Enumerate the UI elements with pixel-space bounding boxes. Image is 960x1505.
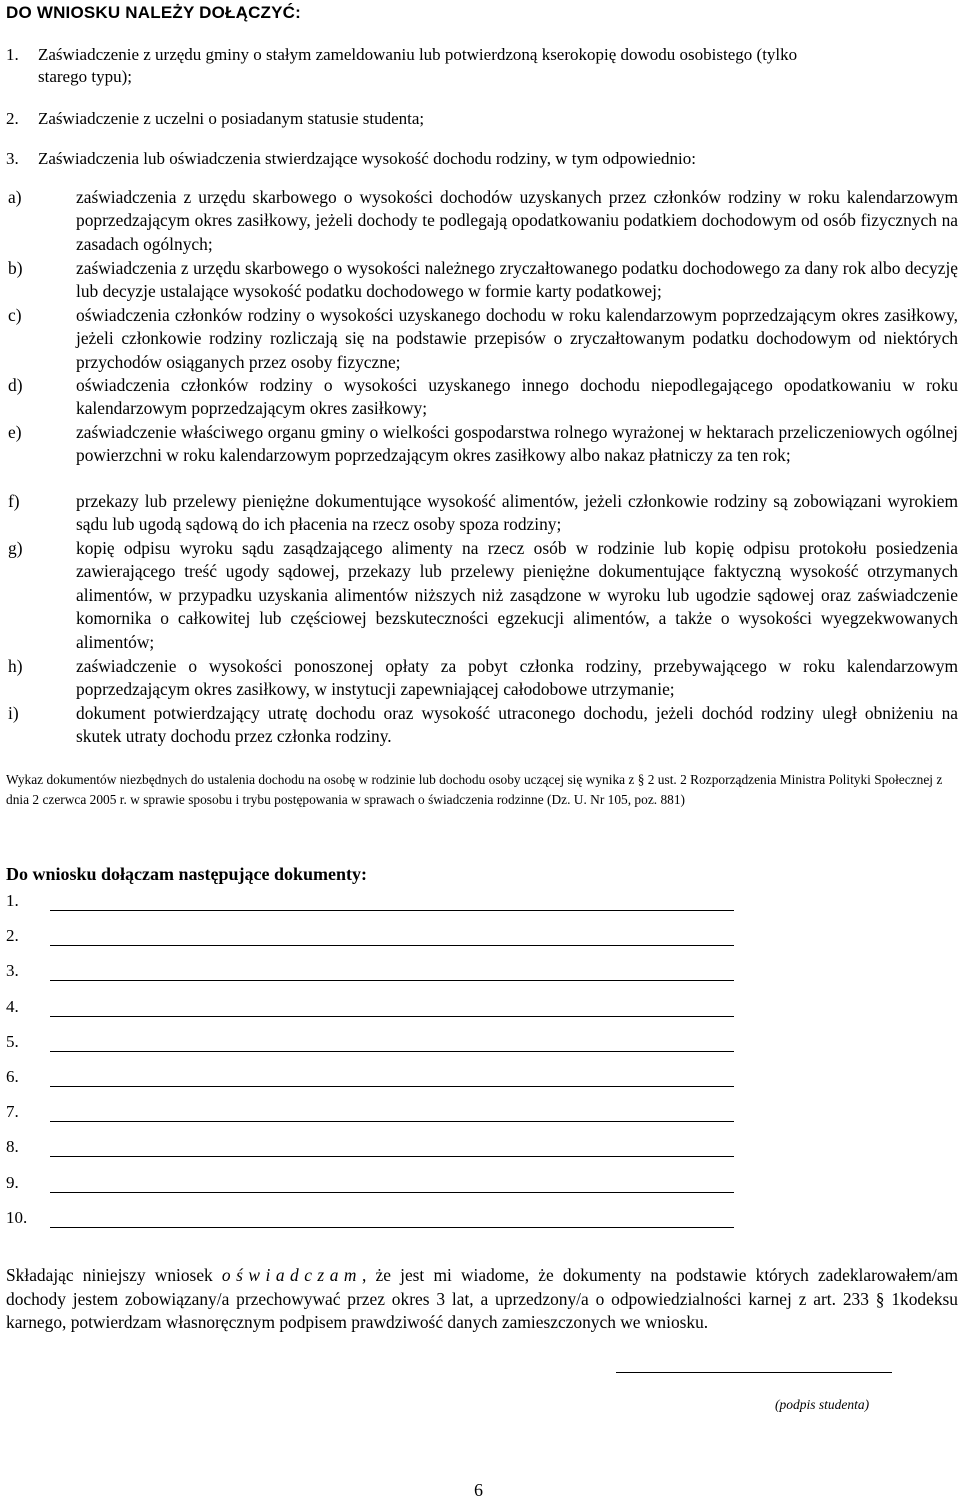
document-entry-row [6, 1207, 746, 1231]
sub-item-d [6, 374, 958, 421]
sub-item-a [6, 186, 958, 256]
item-text: Zaświadczenie z uczelni o posiadanym statusie studenta; [38, 109, 425, 128]
sub-item-text: przekazy lub przelewy pieniężne dokumentujące wysokość alimentów, jeżeli członkowie rodziny są zobowiązani wyrokiem sądu lub ugodą sądową do ich płacenia na rzecz osoby spoza rodziny; [76, 491, 958, 535]
sub-item-text: oświadczenia członków rodziny o wysokości uzyskanego innego dochodu niepodlegającego opodatkowaniu w roku kalendarzowym poprzedzającym okres zasiłkowy; [76, 375, 958, 419]
document-entry-number: 1. [6, 891, 19, 910]
item-text: Zaświadczenie z urzędu gminy o stałym zameldowaniu lub potwierdzoną kserokopię dowodu osobistego (tylko [38, 45, 798, 64]
sub-item-i [6, 702, 958, 749]
document-entry-row [6, 925, 746, 949]
document-entry-blank-line[interactable] [50, 1121, 734, 1122]
declaration-statement [6, 1264, 958, 1335]
statement-declare-word: oświadczam [221, 1265, 362, 1285]
sub-item-text: zaświadczenie o wysokości ponoszonej opłaty za pobyt członka rodziny, przebywającego w roku kalendarzowym poprzedzającym okres zasiłkowy, w instytucji zapewniającej całodobowe utrzymanie; [76, 656, 958, 700]
sub-item-letter: f) [8, 491, 20, 511]
document-entry-blank-line[interactable] [50, 1086, 734, 1087]
numbered-item-1 [6, 44, 797, 66]
document-entry-number: 10. [6, 1208, 28, 1227]
document-entry-blank-line[interactable] [50, 1192, 734, 1193]
statement-start: Składając niniejszy wniosek [6, 1265, 222, 1285]
document-entry-blank-line[interactable] [50, 910, 734, 911]
document-entry-row [6, 1031, 746, 1055]
document-entry-number: 6. [6, 1067, 19, 1086]
sub-item-text: zaświadczenie właściwego organu gminy o wielkości gospodarstwa rolnego wyrażonej w hektarach przeliczeniowych ogólnej powierzchni w roku kalendarzowym poprzedzającym okres zasiłkowy albo nakaz płatniczy za ten rok; [76, 422, 958, 466]
document-entry-row [6, 1172, 746, 1196]
document-entry-number: 2. [6, 926, 19, 945]
document-entry-number: 4. [6, 997, 19, 1016]
sub-item-letter: d) [8, 375, 23, 395]
document-entry-number: 3. [6, 961, 19, 980]
sub-item-text: zaświadczenia z urzędu skarbowego o wysokości dochodów uzyskanych przez członków rodziny w roku kalendarzowym poprzedzającym okres zasiłkowy, jeżeli dochody te podlegają opodatkowaniu podatkiem dochodowym od osób fizycznych na zasadach ogólnych; [76, 187, 958, 254]
document-entry-number: 7. [6, 1102, 19, 1121]
sub-item-e [6, 421, 958, 468]
sub-item-letter: g) [8, 538, 23, 558]
document-entry-row [6, 1136, 746, 1160]
item-number: 1. [6, 45, 19, 64]
sub-item-text: kopię odpisu wyroku sądu zasądzającego alimenty na rzecz osób w rodzinie lub kopię odpisu protokołu posiedzenia zawierającego treść ugody sądowej, przekazy lub przelewy pieniężne dokumentujące faktyczną wysokość otrzymanych alimentów, w przypadku uzyskania alimentów niższych niż zasądzone w wyroku lub ugodzie sądowej oraz zaświadczenie komornika o całkowitej lub częściowej bezskuteczności egzekucji alimentów, a także o wysokości wyegzekwowanych alimentów; [76, 538, 958, 652]
numbered-item-1-continuation: starego typu); [38, 67, 132, 86]
item-text: Zaświadczenia lub oświadczenia stwierdzające wysokość dochodu rodziny, w tym odpowiednio: [38, 149, 696, 168]
sub-item-letter: a) [8, 187, 22, 207]
document-entry-blank-line[interactable] [50, 980, 734, 981]
sub-item-g [6, 537, 958, 654]
document-entry-blank-line[interactable] [50, 1227, 734, 1228]
item-number: 3. [6, 149, 19, 168]
document-entry-number: 8. [6, 1137, 19, 1156]
document-entry-number: 9. [6, 1173, 19, 1192]
sub-item-letter: e) [8, 422, 22, 442]
sub-item-letter: i) [8, 703, 19, 723]
signature-line[interactable] [616, 1372, 892, 1373]
item-number: 2. [6, 109, 19, 128]
signature-caption: (podpis studenta) [775, 1397, 870, 1412]
attached-documents-heading: Do wniosku dołączam następujące dokumenty: [6, 864, 368, 884]
document-entry-row [6, 1101, 746, 1125]
document-entry-number: 5. [6, 1032, 19, 1051]
document-entry-blank-line[interactable] [50, 1016, 734, 1017]
document-entry-row [6, 996, 746, 1020]
sub-item-letter: h) [8, 656, 23, 676]
sub-item-text: oświadczenia członków rodziny o wysokości uzyskanego dochodu w roku kalendarzowym poprzedzającym okres zasiłkowy, jeżeli członkowie rodziny rozliczają się na podstawie przepisów o zryczałtowanym podatku dochodowym od niektórych przychodów osiąganych przez osoby fizyczne; [76, 305, 958, 372]
document-entry-row [6, 960, 746, 984]
sub-item-h [6, 655, 958, 702]
sub-item-f [6, 490, 958, 537]
numbered-item-3 [6, 148, 696, 170]
numbered-item-2 [6, 108, 424, 130]
sub-item-letter: b) [8, 258, 23, 278]
statement-rest: , że jest mi wiadome, że dokumenty na podstawie których zadeklarowałem/am dochody jestem zobowiązany/a przechowywać przez okres 3 lat, a uprzedzony/a o odpowiedzialności karnej z art. 233 § 1kodeksu karnego, potwierdzam własnoręcznym podpisem prawdziwość danych zamieszczonych we wniosku. [6, 1265, 958, 1332]
sub-item-letter: c) [8, 305, 22, 325]
document-entry-blank-line[interactable] [50, 945, 734, 946]
legal-basis-note: Wykaz dokumentów niezbędnych do ustalenia dochodu na osobę w rodzinie lub dochodu osoby uczącej się wynika z § 2 ust. 2 Rozporządzenia Ministra Polityki Społecznej z dnia 2 czerwca 2005 r. w sprawie sposobu i trybu postępowania w sprawach o świadczenia rodzinne (Dz. U. Nr 105, poz. 881) [6, 772, 943, 807]
document-entry-row [6, 1066, 746, 1090]
sub-item-text: dokument potwierdzający utratę dochodu oraz wysokość utraconego dochodu, jeżeli dochód rodziny uległ obniżeniu na skutek utraty dochodu przez członka rodziny. [76, 703, 958, 747]
sub-item-b [6, 257, 958, 304]
document-entry-blank-line[interactable] [50, 1156, 734, 1157]
sub-item-text: zaświadczenia z urzędu skarbowego o wysokości należnego zryczałtowanego podatku dochodowego za dany rok albo decyzję lub decyzje ustalające wysokość podatku dochodowego w formie karty podatkowej; [76, 258, 958, 302]
document-entry-row [6, 890, 746, 914]
page-heading: DO WNIOSKU NALEŻY DOŁĄCZYĆ: [6, 3, 302, 22]
document-entry-blank-line[interactable] [50, 1051, 734, 1052]
page-number: 6 [474, 1480, 483, 1500]
sub-item-c [6, 304, 958, 374]
